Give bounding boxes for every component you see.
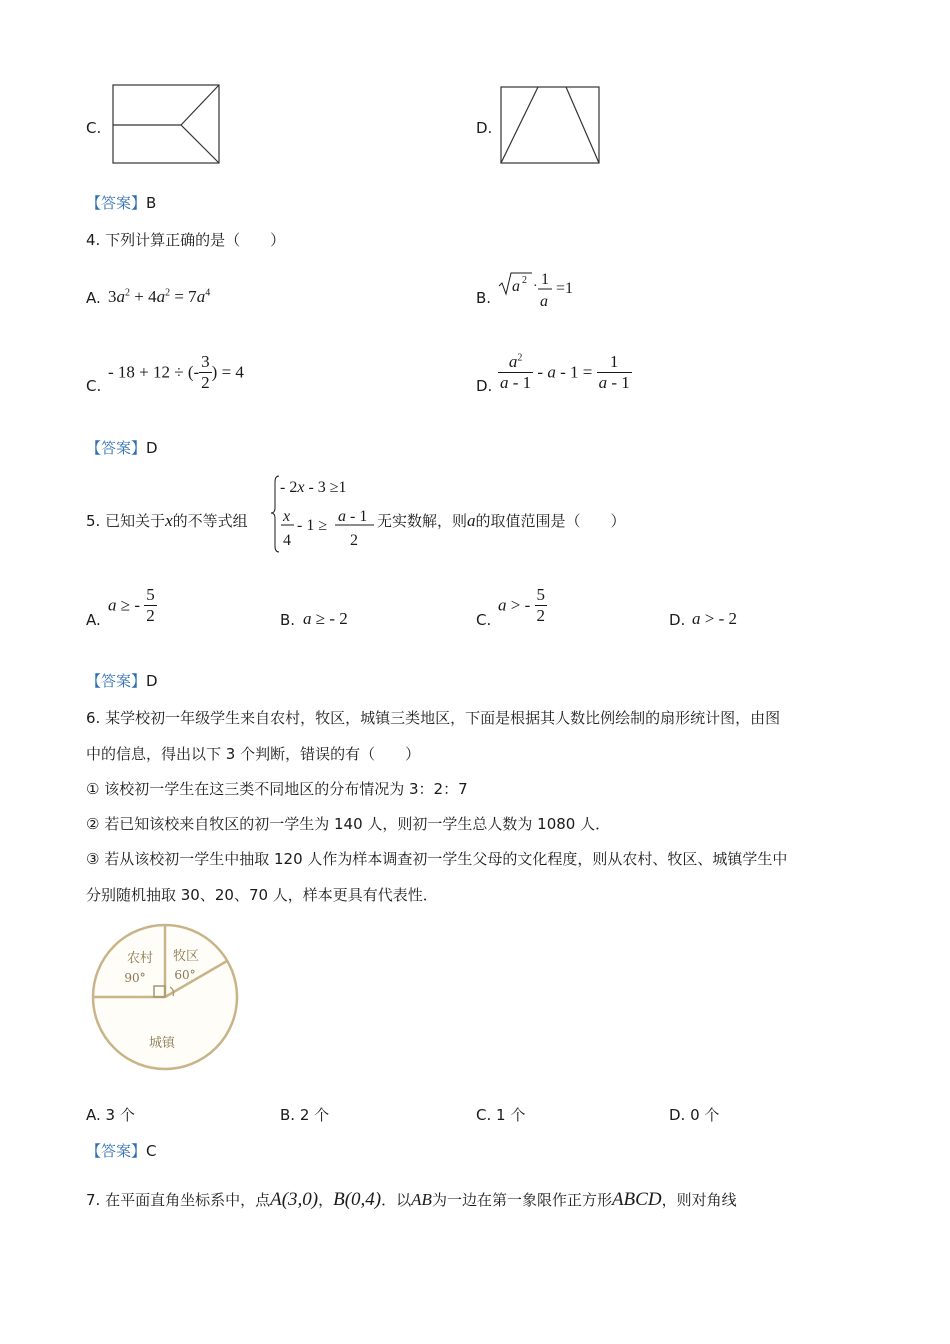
q6-option-b: B. 2 个 <box>280 1106 330 1124</box>
q5-stem-post: 无实数解，则a的取值范围是（ ） <box>377 511 626 530</box>
q6-judgement-3-line1: ③ 若从该校初一学生中抽取 120 人作为样本调查初一学生父母的文化程度，则从农村、牧区、城镇学生中 <box>86 850 788 868</box>
svg-text:1: 1 <box>541 271 549 288</box>
q5-option-d-math: a > - 2 <box>692 609 737 628</box>
pie-angle-pastoral: 60° <box>174 968 196 982</box>
q6-stem-line2: 中的信息，得出以下 3 个判断，错误的有（ ） <box>86 745 421 763</box>
svg-text:2: 2 <box>350 532 358 549</box>
q6-judgement-1: ① 该校初一学生在这三类不同地区的分布情况为 3：2：7 <box>86 780 468 798</box>
answer-tag: 【答案】 <box>86 1142 147 1160</box>
q4-option-c-math: - 18 + 12 ÷ (- $\frac{3}{2}$ ) = 4 <box>108 352 244 392</box>
svg-text:- 2x - 3 ≥1: - 2x - 3 ≥1 <box>280 479 347 496</box>
answer-value: D <box>146 672 158 690</box>
q4-option-d-label: D. <box>476 377 493 395</box>
q6-option-d: D. 0 个 <box>669 1106 720 1124</box>
answer-tag: 【答案】 <box>86 439 147 457</box>
pie-label-rural: 农村 <box>126 951 154 966</box>
svg-text:a: a <box>512 278 520 295</box>
q4-option-b-label: B. <box>476 289 492 307</box>
q4-option-a-math: $3a^2 + 4a^2 = 7a^4$ <box>108 287 211 306</box>
q5-option-c-label: C. <box>476 611 492 629</box>
q3-option-c-label: C. <box>86 119 102 137</box>
q6-option-a: A. 3 个 <box>86 1106 135 1124</box>
q7-stem: 7. 在平面直角坐标系中，点A(3,0)，B(0,4)．以AB为一边在第一象限作正方形ABCD，则对角线 <box>86 1189 737 1210</box>
q5-stem-pre: 5. 已知关于x的不等式组 <box>86 511 248 530</box>
q4-stem: 4. 下列计算正确的是（ ） <box>86 231 286 249</box>
q5-option-a-label: A. <box>86 611 101 629</box>
q5-option-a-math: a ≥ - $\frac{5}{2}$ <box>108 585 155 625</box>
q6-answer <box>86 1140 157 1161</box>
svg-text:a - 1: a - 1 <box>338 508 368 525</box>
svg-text:·: · <box>533 279 538 294</box>
svg-text:=1: =1 <box>556 280 574 297</box>
q6-judgement-2: ② 若已知该校来自牧区的初一学生为 140 人，则初一学生总人数为 1080 人． <box>86 815 611 833</box>
q6-pie-chart <box>88 920 244 1072</box>
q5-answer <box>86 670 158 691</box>
q6-judgement-3-line2: 分别随机抽取 30、20、70 人，样本更具有代表性． <box>86 886 438 904</box>
svg-text:4: 4 <box>283 532 291 549</box>
svg-text:x: x <box>283 508 291 525</box>
svg-text:a: a <box>540 293 548 310</box>
answer-tag: 【答案】 <box>86 672 147 690</box>
svg-text:2: 2 <box>522 275 527 286</box>
q6-stem-line1: 6. 某学校初一年级学生来自农村，牧区，城镇三类地区，下面是根据其人数比例绘制的扇形统计图，由图 <box>86 709 781 727</box>
pie-angle-rural: 90° <box>124 971 146 985</box>
svg-text:- 1 ≥: - 1 ≥ <box>297 517 328 534</box>
q4-answer <box>86 437 158 458</box>
pie-label-pastoral: 牧区 <box>172 949 200 964</box>
q5-option-b-label: B. <box>280 611 296 629</box>
q3-answer <box>86 192 156 213</box>
q4-option-a-label: A. <box>86 289 101 307</box>
answer-value: B <box>146 194 157 212</box>
q3-option-c-figure <box>110 82 222 166</box>
q3-option-d-label: D. <box>476 119 493 137</box>
q3-option-d-figure <box>498 84 602 166</box>
q7-point-b: B(0,4) <box>333 1189 382 1210</box>
q4-option-b-math <box>498 270 608 312</box>
q4-option-d-math: $\frac{a^2}{a - 1}$ - a - 1 = $\frac{1}{a - 1}$ <box>500 352 630 392</box>
answer-value: C <box>146 1142 157 1160</box>
pie-label-town: 城镇 <box>148 1036 176 1051</box>
q7-point-a: A(3,0) <box>270 1189 319 1210</box>
q5-inequality-system <box>270 472 380 556</box>
q5-option-c-math: a > - $\frac{5}{2}$ <box>498 585 545 625</box>
q5-option-b-math: a ≥ - 2 <box>303 609 348 628</box>
q4-option-c-label: C. <box>86 377 102 395</box>
q6-option-c: C. 1 个 <box>476 1106 526 1124</box>
answer-tag: 【答案】 <box>86 194 147 212</box>
q5-option-d-label: D. <box>669 611 686 629</box>
answer-value: D <box>146 439 158 457</box>
